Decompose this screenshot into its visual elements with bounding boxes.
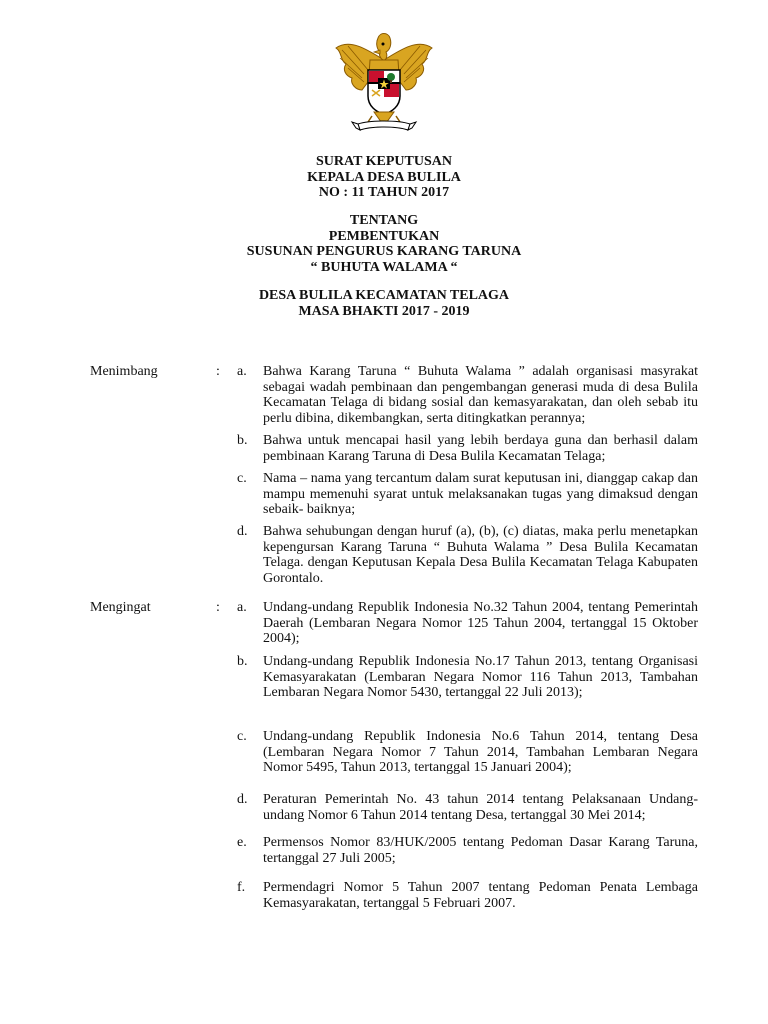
garuda-pancasila-emblem: [328, 30, 440, 142]
item-letter: f.: [237, 880, 246, 895]
item-text: Undang-undang Republik Indonesia No.6 Tahun 2014, tentang Desa (Lembaran Negara Nomor 7 Tahun 2014, Tambahan Lembaran Negara Nomor 5495, Tahun 2013, tertanggal 15 Januari 2004);: [263, 729, 698, 776]
header-line: KEPALA DESA BULILA: [307, 169, 461, 185]
section-label: Menimbang: [90, 364, 158, 379]
header-line: PEMBENTUKAN: [328, 228, 440, 244]
item-letter: e.: [237, 835, 247, 850]
item-text: Bahwa Karang Taruna “ Buhuta Walama ” adalah organisasi masyrakat sebagai wadah pembinaan dan pengembangan generasi muda di desa Bulila Kecamatan Telaga di bidang sosial dan kemasyarakatan, dan oleh sebab itu perlu dibina, dikembangkan, serta ditingkatkan perannya;: [263, 364, 698, 426]
section-label: Mengingat: [90, 600, 151, 615]
item-letter: b.: [237, 433, 248, 448]
section-colon: :: [216, 600, 220, 615]
item-letter: d.: [237, 792, 248, 807]
item-text: Permendagri Nomor 5 Tahun 2007 tentang Pedoman Penata Lembaga Kemasyarakatan, tertanggal 5 Februari 2007.: [263, 880, 698, 911]
header-line: SUSUNAN PENGURUS KARANG TARUNA: [246, 244, 522, 259]
item-text: Bahwa untuk mencapai hasil yang lebih berdaya guna dan berhasil dalam pembinaan Karang Taruna di Desa Bulila Kecamatan Telaga;: [263, 433, 698, 464]
item-letter: a.: [237, 364, 247, 379]
header-line: MASA BHAKTI 2017 - 2019: [298, 303, 470, 319]
section-colon: :: [216, 364, 220, 379]
header-title-block: [0, 154, 768, 201]
header-line: DESA BULILA KECAMATAN TELAGA: [258, 288, 510, 303]
item-letter: b.: [237, 654, 248, 669]
item-text: Peraturan Pemerintah No. 43 tahun 2014 tentang Pelaksanaan Undang-undang Nomor 6 Tahun 2014 tentang Desa, tertanggal 30 Mei 2014;: [263, 792, 698, 823]
item-letter: c.: [237, 471, 247, 486]
item-text: Undang-undang Republik Indonesia No.17 Tahun 2013, tentang Organisasi Kemasyarakatan (Lembaran Negara Nomor 116 Tahun 2013, Tambahan Lembaran Negara Nomor 5430, tertanggal 22 Juli 2013);: [263, 654, 698, 701]
item-text: Undang-undang Republik Indonesia No.32 Tahun 2004, tentang Pemerintah Daerah (Lembaran Negara Nomor 125 Tahun 2004, tertanggal 15 Oktober 2004);: [263, 600, 698, 647]
header-line: NO : 11 TAHUN 2017: [318, 185, 450, 200]
header-place-block: [0, 288, 768, 319]
item-letter: d.: [237, 524, 248, 539]
item-text: Bahwa sehubungan dengan huruf (a), (b), (c) diatas, maka perlu menetapkan kepengursan Karang Taruna “ Buhuta Walama ” Desa Bulila Kecamatan Telaga. dengan Keputusan Kepala Desa Bulila Kecamatan Telaga Kabupaten Gorontalo.: [263, 524, 698, 586]
item-letter: a.: [237, 600, 247, 615]
header-line: “ BUHUTA WALAMA “: [310, 259, 458, 275]
item-text: Nama – nama yang tercantum dalam surat keputusan ini, dianggap cakap dan mampu memenuhi syarat untuk melaksanakan tugas yang dimaksud dengan sebaik- baiknya;: [263, 471, 698, 518]
header-subject-block: [0, 213, 768, 275]
item-text: Permensos Nomor 83/HUK/2005 tentang Pedoman Dasar Karang Taruna, tertanggal 27 Juli 2005;: [263, 835, 698, 866]
header-line: SURAT KEPUTUSAN: [315, 154, 452, 169]
item-letter: c.: [237, 729, 247, 744]
header-line: TENTANG: [349, 213, 419, 228]
